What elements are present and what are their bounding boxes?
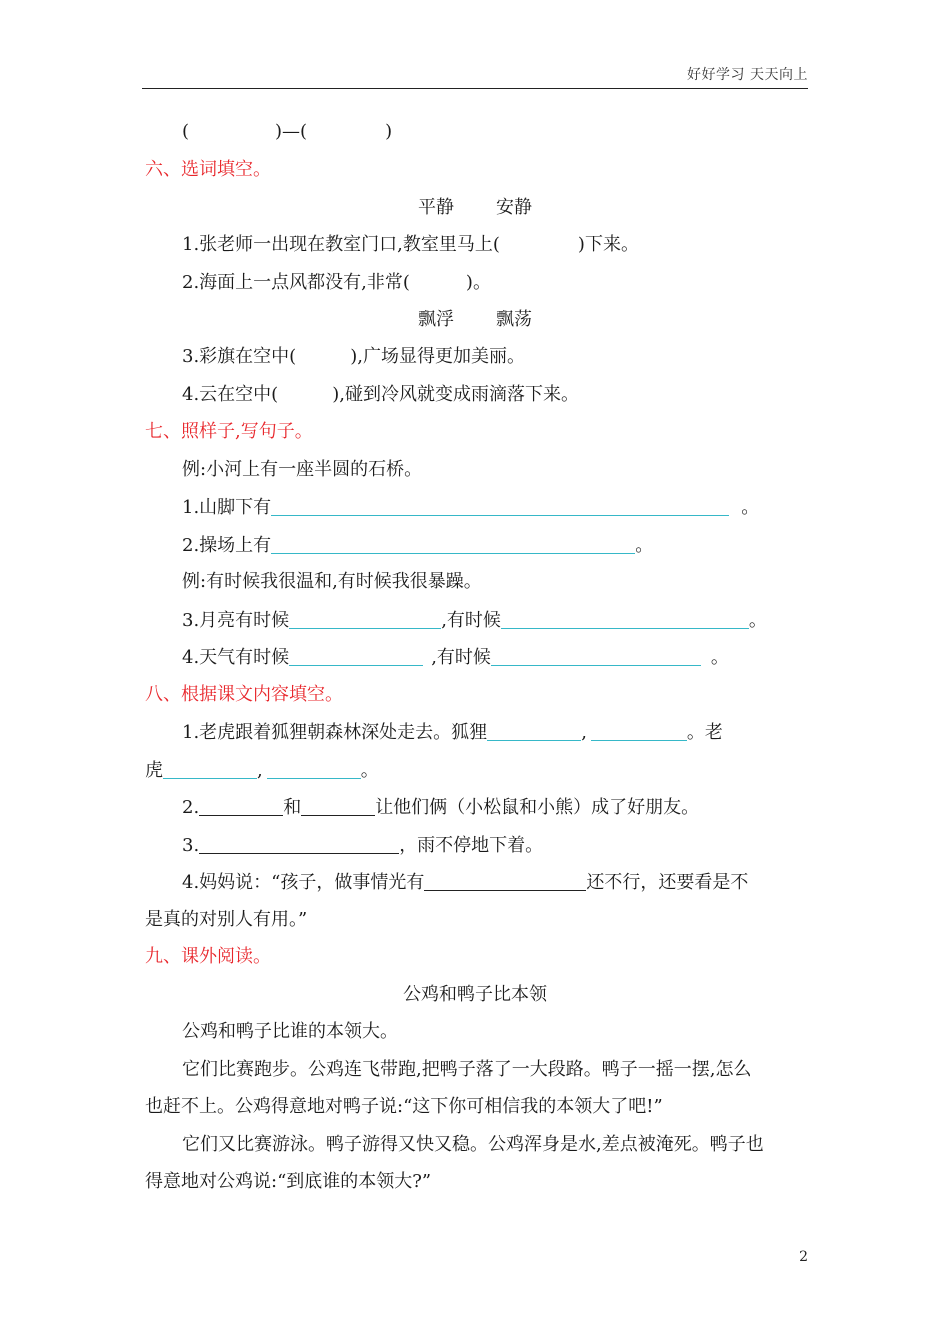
question-text: 2.: [182, 797, 200, 818]
question-text: 。老: [686, 722, 723, 743]
question-8-2: [182, 795, 699, 820]
answer-line[interactable]: [491, 645, 701, 666]
question-text: 让他们俩（小松鼠和小熊）成了好朋友。: [375, 797, 700, 818]
answer-line[interactable]: [271, 533, 635, 554]
question-text: )。: [465, 272, 491, 293]
question-text: 虎: [145, 760, 163, 781]
story-paragraph-3-cont: 得意地对公鸡说:“到底谁的本领大?”: [145, 1171, 432, 1192]
answer-line[interactable]: [163, 758, 257, 779]
question-text: 和: [283, 797, 302, 818]
answer-line[interactable]: [289, 645, 423, 666]
question-text: ,有时候: [441, 610, 501, 631]
question-6-4: [182, 383, 579, 407]
example-7-1: 例:小河上有一座半圆的石桥。: [182, 459, 423, 480]
paren-open: (: [182, 121, 190, 142]
question-7-4: [182, 645, 729, 670]
section-9-title: 九、课外阅读。: [145, 946, 271, 967]
question-6-3: [182, 345, 525, 369]
answer-line[interactable]: [501, 608, 749, 629]
pair-blank-line: [182, 120, 392, 144]
story-paragraph-2: 它们比赛跑步。公鸡连飞带跑,把鸭子落了一大段路。鸭子一摇一摆,怎么: [182, 1059, 752, 1080]
answer-line[interactable]: [301, 795, 375, 816]
word-choices-1: [0, 196, 950, 220]
question-text: 。: [360, 760, 379, 781]
question-7-1: [182, 495, 759, 520]
answer-line[interactable]: [487, 720, 581, 741]
header-rule: [142, 88, 808, 89]
question-text: 1.山脚下有: [182, 497, 272, 518]
question-8-4: [182, 870, 748, 895]
question-text: 3.彩旗在空中(: [182, 346, 297, 367]
answer-line[interactable]: [267, 758, 361, 779]
paren-dash: )—(: [275, 121, 308, 142]
question-8-4-cont: 是真的对别人有用。”: [145, 909, 308, 930]
section-6-title: 六、选词填空。: [145, 159, 271, 180]
word-choices-2: [0, 308, 950, 332]
question-7-2: [182, 533, 653, 558]
question-8-1: [182, 720, 723, 745]
story-paragraph-1: 公鸡和鸭子比谁的本领大。: [182, 1021, 398, 1042]
section-8-title: 八、根据课文内容填空。: [145, 684, 343, 705]
question-8-1-cont: [145, 758, 379, 783]
word-choice: 安静: [496, 197, 532, 218]
example-7-2: 例:有时候我很温和,有时候我很暴躁。: [182, 571, 482, 592]
question-text: ),碰到冷风就变成雨滴落下来。: [332, 384, 579, 405]
answer-line[interactable]: [424, 870, 586, 891]
question-text: 还不行，还要看是不: [586, 872, 749, 893]
word-choice: 飘浮: [418, 309, 454, 330]
header-motto: 好好学习 天天向上: [687, 67, 808, 83]
question-text: ),广场显得更加美丽。: [350, 346, 525, 367]
question-7-3: [182, 608, 767, 633]
answer-line[interactable]: [199, 833, 399, 854]
question-text: 1.老虎跟着狐狸朝森林深处走去。狐狸: [182, 722, 488, 743]
question-text: 。: [635, 535, 654, 556]
question-text: )下来。: [577, 234, 639, 255]
question-text: 3.: [182, 835, 200, 856]
question-text: ,: [581, 722, 587, 743]
question-text: 2.海面上一点风都没有,非常(: [182, 272, 410, 293]
question-text: 1.张老师一出现在教室门口,教室里马上(: [182, 234, 500, 255]
question-text: 4.天气有时候: [182, 647, 290, 668]
question-text: 4.妈妈说：“孩子，做事情光有: [182, 872, 425, 893]
story-paragraph-2-cont: 也赶不上。公鸡得意地对鸭子说:“这下你可相信我的本领大了吧!”: [145, 1096, 663, 1117]
answer-line[interactable]: [289, 608, 441, 629]
question-6-1: [182, 233, 639, 257]
question-text: 。: [710, 647, 729, 668]
question-text: 。: [748, 610, 767, 631]
question-8-3: [182, 833, 543, 858]
question-text: ,: [257, 760, 263, 781]
question-text: ，雨不停地下着。: [399, 835, 544, 856]
question-text: 4.云在空中(: [182, 384, 279, 405]
question-text: ,有时候: [431, 647, 491, 668]
story-title: 公鸡和鸭子比本领: [403, 984, 547, 1005]
paren-close: ): [385, 121, 393, 142]
question-text: 。: [741, 497, 760, 518]
answer-line[interactable]: [199, 795, 283, 816]
story-paragraph-3: 它们又比赛游泳。鸭子游得又快又稳。公鸡浑身是水,差点被淹死。鸭子也: [182, 1134, 764, 1155]
answer-line[interactable]: [591, 720, 687, 741]
word-choice: 飘荡: [496, 309, 532, 330]
answer-line[interactable]: [271, 495, 729, 516]
page-number: 2: [799, 1249, 808, 1265]
question-6-2: [182, 271, 491, 295]
word-choice: 平静: [418, 197, 454, 218]
section-7-title: 七、照样子,写句子。: [145, 421, 313, 442]
question-text: 3.月亮有时候: [182, 610, 290, 631]
question-text: 2.操场上有: [182, 535, 272, 556]
